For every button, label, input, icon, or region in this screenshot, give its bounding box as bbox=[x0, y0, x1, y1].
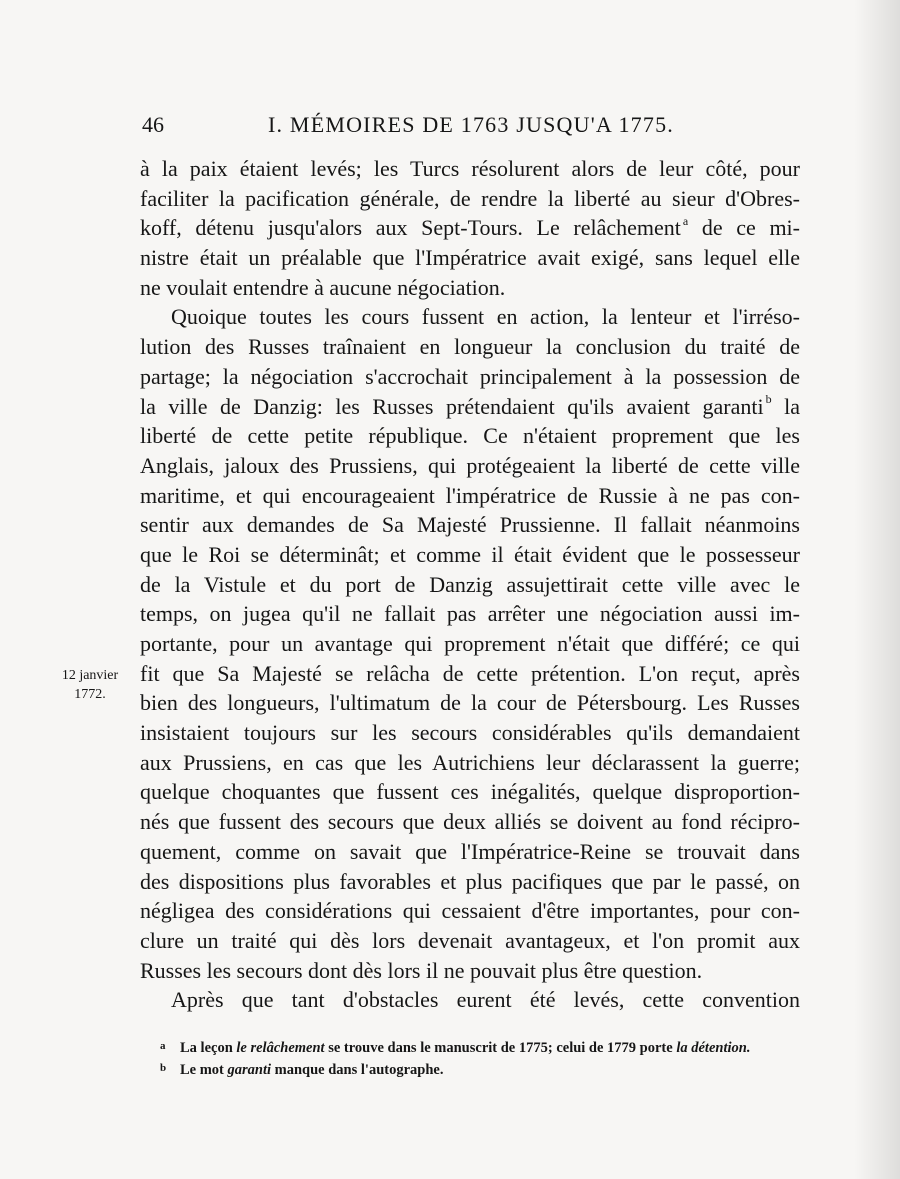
text-line: nés que fussent des secours que deux alliés se doivent au fond récipro- bbox=[140, 809, 800, 835]
text-line: clure un traité qui dès lors devenait avantageux, et l'on promit aux bbox=[140, 927, 800, 953]
text-line-start: koff, détenu jusqu'alors aux Sept-Tours. Le relâchement bbox=[140, 215, 681, 241]
footnote-text: Le mot bbox=[180, 1062, 224, 1078]
text-line bbox=[140, 213, 800, 243]
text-line: sentir aux demandes de Sa Majesté Prussienne. Il fallait néanmoins bbox=[140, 512, 800, 538]
footnote-italic: le relâchement bbox=[236, 1040, 325, 1056]
text-line: insistaient toujours sur les secours considérables qu'ils demandaient bbox=[140, 720, 800, 746]
footnote-text: manque dans l'autographe. bbox=[274, 1062, 444, 1078]
text-line-end: la bbox=[784, 393, 800, 419]
text-line: portante, pour un avantage qui proprement n'était que différé; ce qui bbox=[140, 631, 800, 656]
footnote-mark: b bbox=[160, 1062, 167, 1074]
text-line: de la Vistule et du port de Danzig assujettirait cette ville avec le bbox=[140, 571, 800, 597]
text-line: nistre était un préalable que l'Impératrice avait exigé, sans lequel elle bbox=[140, 245, 800, 271]
text-line: que le Roi se déterminât; et comme il était évident que le possesseur bbox=[140, 541, 800, 567]
text-line: aux Prussiens, en cas que les Autrichiens leur déclarassent la guerre; bbox=[140, 749, 800, 775]
footnotes bbox=[160, 1037, 810, 1081]
text-line: Quoique toutes les cours fussent en action, la lenteur et l'irréso- bbox=[171, 304, 800, 330]
text-line: Après que tant d'obstacles eurent été levés, cette convention bbox=[171, 987, 800, 1013]
running-title: I. MÉMOIRES DE 1763 JUSQU'A 1775. bbox=[268, 112, 674, 137]
margin-note-year: 1772. bbox=[74, 687, 106, 702]
footnote-text: se trouve dans le manuscrit de 1775; celui de 1779 porte bbox=[328, 1040, 673, 1056]
text-line: lution des Russes traînaient en longueur la conclusion du traité de bbox=[140, 334, 800, 360]
text-line: à la paix étaient levés; les Turcs résolurent alors de leur côté, pour bbox=[140, 156, 800, 181]
text-line: liberté de cette petite république. Ce n'étaient proprement que les bbox=[140, 423, 800, 449]
text-line: faciliter la pacification générale, de rendre la liberté au sieur d'Obres- bbox=[140, 185, 800, 211]
text-line: temps, on jugea qu'il ne fallait pas arrêter une négociation aussi im- bbox=[140, 601, 800, 627]
text-line-start: la ville de Danzig: les Russes prétendaient qu'ils avaient garanti bbox=[140, 393, 764, 419]
text-line: quement, comme on savait que l'Impératrice-Reine se trouvait dans bbox=[140, 838, 800, 864]
footnote-ref-b[interactable]: b bbox=[765, 392, 772, 407]
page-edge-shadow bbox=[854, 0, 900, 1179]
text-line: partage; la négociation s'accrochait principalement à la possession de bbox=[140, 363, 800, 389]
footnote-italic: la détention. bbox=[676, 1040, 751, 1056]
footnote-text: La leçon bbox=[180, 1040, 233, 1056]
footnote-a bbox=[160, 1037, 810, 1059]
page-number: 46 bbox=[142, 112, 164, 137]
text-line: ne voulait entendre à aucune négociation. bbox=[140, 274, 506, 300]
text-line: fit que Sa Majesté se relâcha de cette prétention. L'on reçut, après bbox=[140, 660, 800, 686]
margin-date-note bbox=[48, 666, 132, 704]
text-line: maritime, et qui encourageaient l'impératrice de Russie à ne pas con- bbox=[140, 482, 800, 508]
text-line: quelque choquantes que fussent ces inégalités, quelque disproportion- bbox=[140, 779, 800, 805]
margin-note-date: 12 janvier bbox=[61, 668, 119, 683]
text-line bbox=[140, 392, 800, 422]
text-line: Anglais, jaloux des Prussiens, qui protégeaient la liberté de cette ville bbox=[140, 452, 800, 478]
text-line: bien des longueurs, l'ultimatum de la cour de Pétersbourg. Les Russes bbox=[140, 690, 800, 716]
footnote-mark: a bbox=[160, 1040, 166, 1052]
body-text bbox=[140, 154, 800, 1015]
text-line-end: de ce mi- bbox=[701, 215, 800, 241]
text-line: Russes les secours dont dès lors il ne pouvait plus être question. bbox=[140, 957, 703, 983]
page-header bbox=[140, 112, 800, 146]
text-line: négligea des considérations qui cessaient d'être importantes, pour con- bbox=[140, 898, 800, 924]
footnote-ref-a[interactable]: a bbox=[682, 214, 689, 229]
footnote-italic: garanti bbox=[227, 1062, 272, 1078]
text-line: des dispositions plus favorables et plus pacifiques que par le passé, on bbox=[140, 868, 800, 894]
footnote-b bbox=[160, 1059, 810, 1081]
